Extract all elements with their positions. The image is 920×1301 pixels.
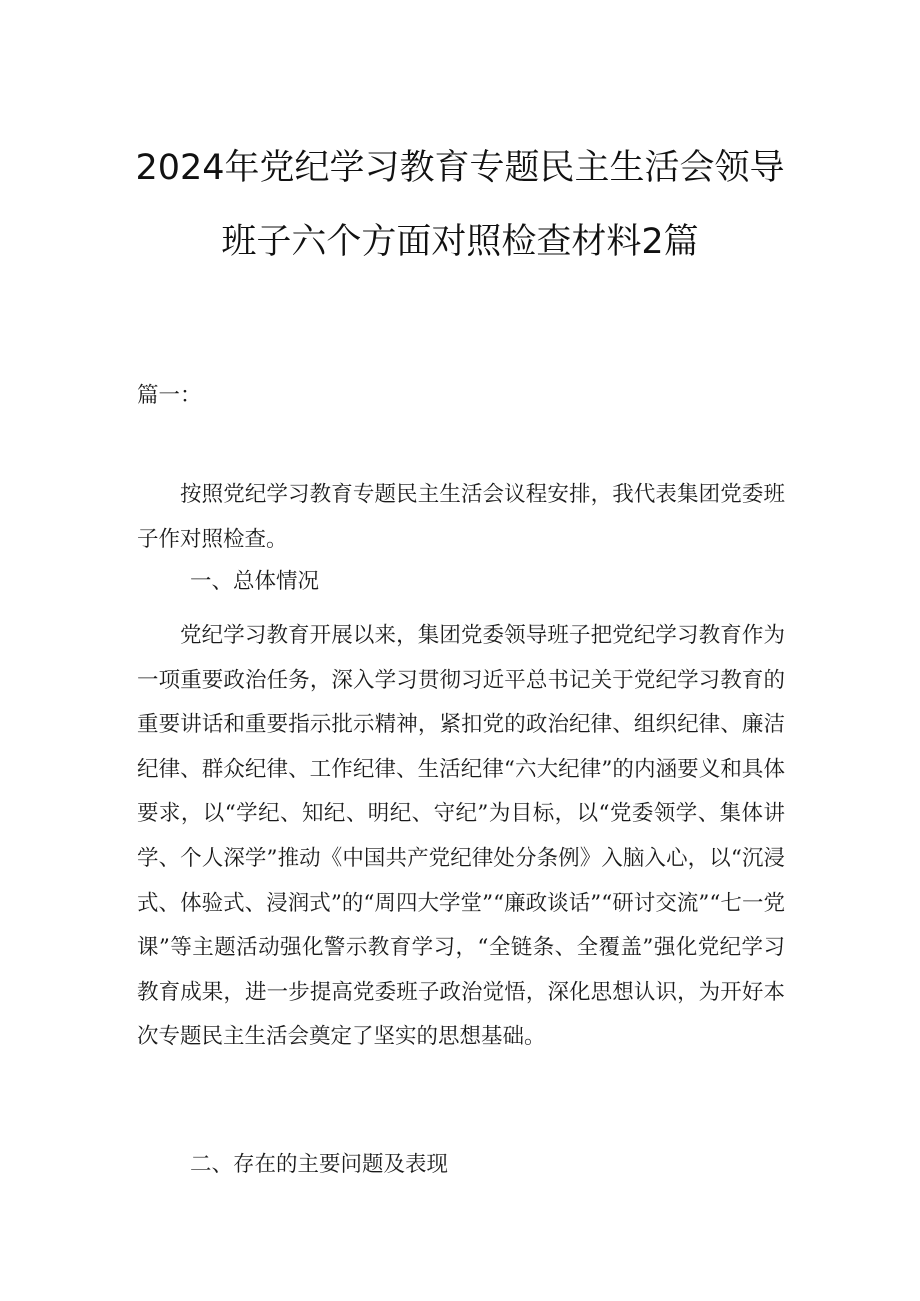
section-heading-problems: 二、存在的主要问题及表现 [190,1152,449,1177]
document-title-line-1: 2024年党纪学习教育专题民主生活会领导 [135,148,785,188]
document-title-line-2: 班子六个方面对照检查材料2篇 [221,222,699,262]
overview-paragraph: 党纪学习教育开展以来，集团党委领导班子把党纪学习教育作为一项重要政治任务，深入学习贯彻习近平总书记关于党纪学习教育的重要讲话和重要指示批示精神，紧扣党的政治纪律、组织纪律、廉洁纪律、群众纪律、工作纪律、生活纪律“六大纪律”的内涵要义和具体要求，以“学纪、知纪、明纪、守纪”为目标，以“党委领学、集体讲学、个人深学”推动《中国共产党纪律处分条例》入脑入心，以“沉浸式、体验式、浸润式”的“周四大学堂”“廉政谈话”“研讨交流”“七一党课”等主题活动强化警示教育学习，“全链条、全覆盖”强化党纪学习教育成果，进一步提高党委班子政治觉悟，深化思想认识，为开好本次专题民主生活会奠定了坚实的思想基础。 [137,623,785,1050]
section-heading-overview: 一、总体情况 [190,569,320,594]
intro-paragraph: 按照党纪学习教育专题民主生活会议程安排，我代表集团党委班子作对照检查。 [137,482,785,552]
chapter-label: 篇一： [137,383,202,408]
